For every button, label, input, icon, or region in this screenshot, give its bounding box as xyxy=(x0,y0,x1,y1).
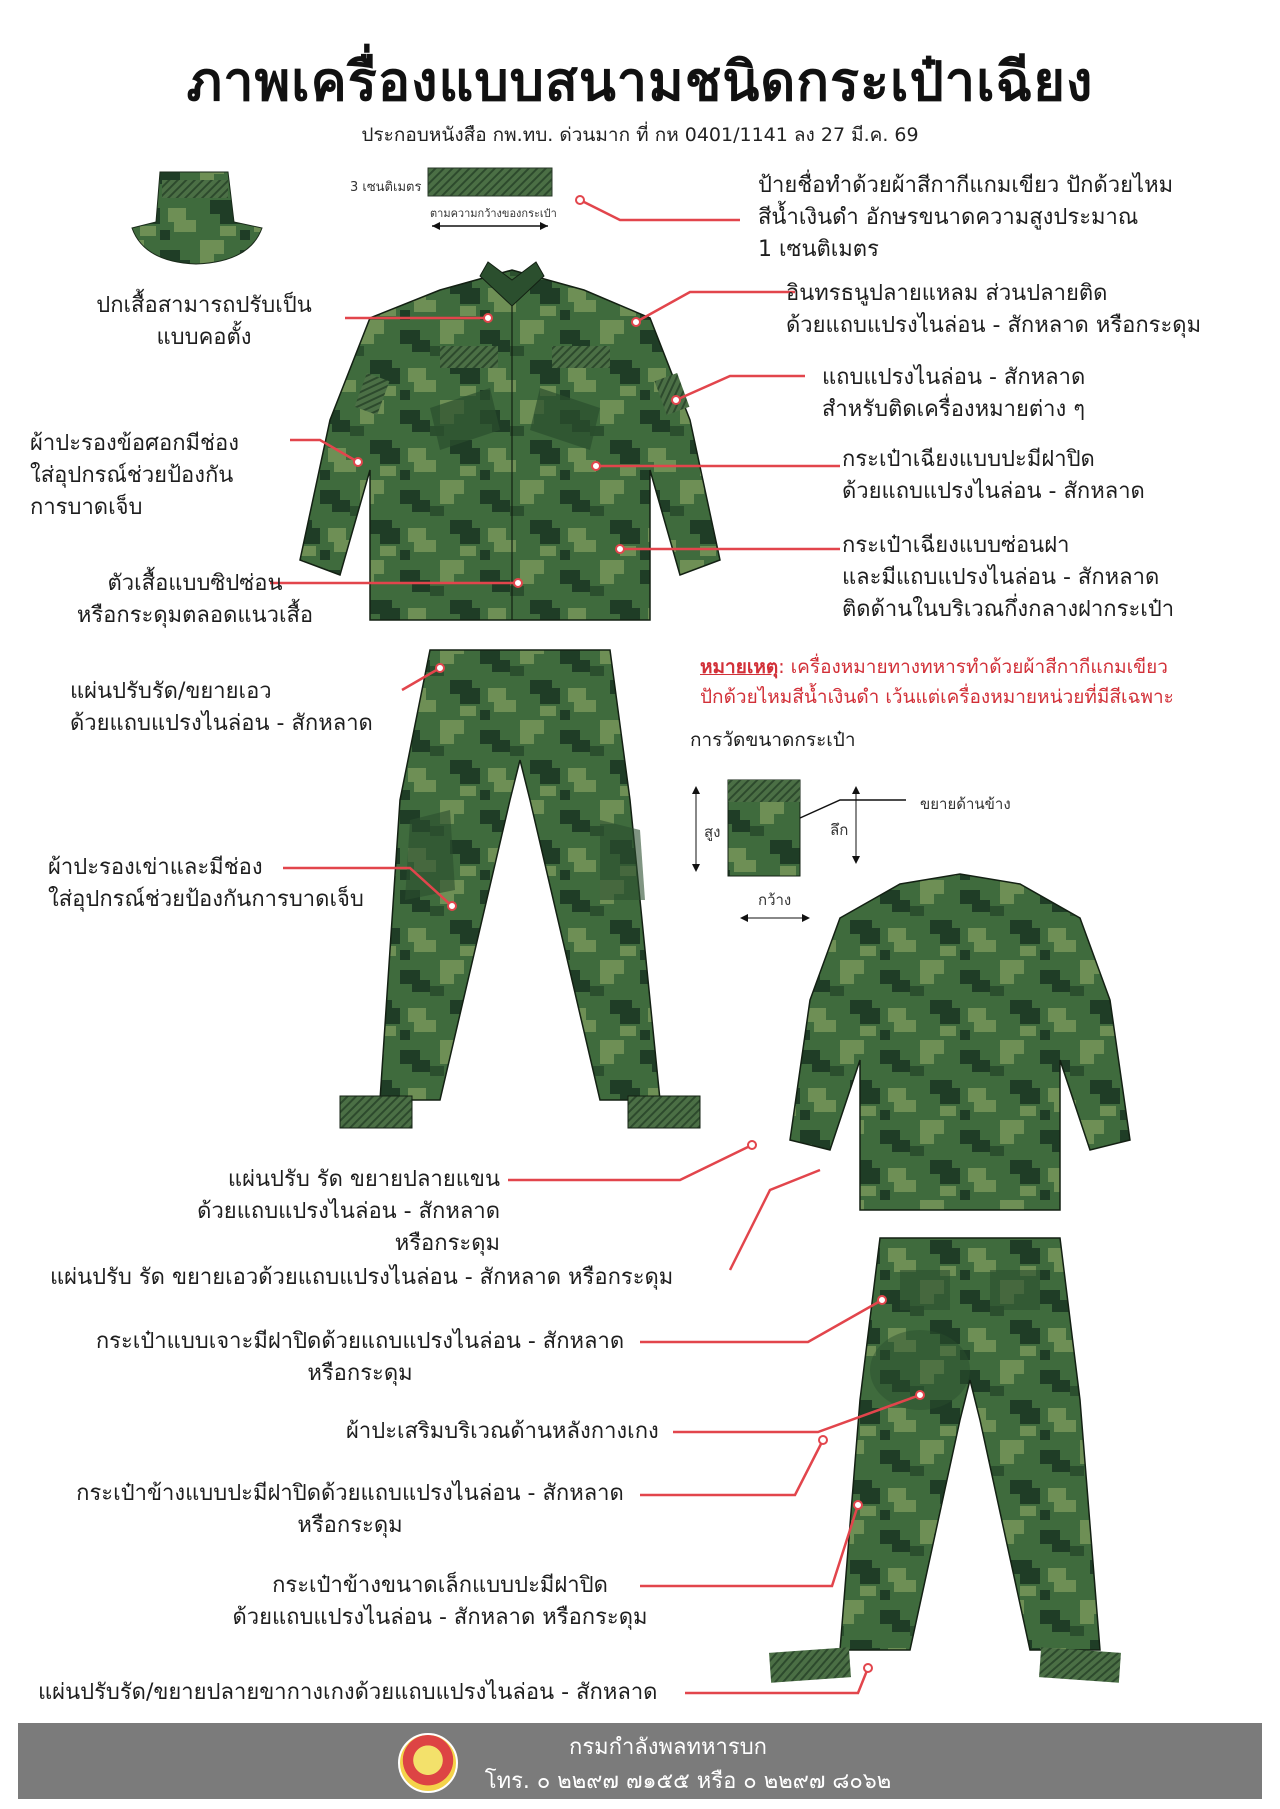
label-back-pocket: กระเป๋าแบบเจาะมีฝาปิดด้วยแถบแปรงไนล่อน - สักหลาด หรือกระดุม xyxy=(95,1329,625,1386)
label-shirt-body: ตัวเสื้อแบบซิปซ่อน หรือกระดุมตลอดแนวเสื้อ xyxy=(76,571,314,628)
nametape-width-label: ตามความกว้างของกระเป๋า xyxy=(430,207,557,220)
page-subtitle: ประกอบหนังสือ กพ.ทบ. ด่วนมาก ที่ กห 0401/1141 ลง 27 มี.ค. 69 xyxy=(361,124,919,146)
label-waist-adjust: แผ่นปรับรัด/ขยายเอว ด้วยแถบแปรงไนล่อน - สักหลาด xyxy=(70,679,373,736)
label-small-side-pocket: กระเป๋าข้างขนาดเล็กแบบปะมีฝาปิด ด้วยแถบแปรงไนล่อน - สักหลาด หรือกระดุม xyxy=(232,1573,648,1630)
pocket-expand-label: ขยายด้านข้าง xyxy=(920,795,1011,813)
label-slant-pocket: กระเป๋าเฉียงแบบปะมีฝาปิด ด้วยแถบแปรงไนล่อน - สักหลาด xyxy=(842,447,1145,504)
army-seal-icon xyxy=(398,1733,458,1793)
footer-phone: โทร. ๐ ๒๒๙๗ ๗๑๕๕ หรือ ๐ ๒๒๙๗ ๘๐๖๒ xyxy=(484,1769,892,1794)
label-leg-cuff: แผ่นปรับรัด/ขยายปลายขากางเกงด้วยแถบแปรงไนล่อน - สักหลาด xyxy=(38,1680,658,1705)
footer-org: กรมกำลังพลทหารบก xyxy=(569,1735,767,1760)
front-pants-illustration xyxy=(340,650,700,1128)
label-epaulette: อินทรธนูปลายแหลม ส่วนปลายติด ด้วยแถบแปรงไนล่อน - สักหลาด หรือกระดุม xyxy=(786,281,1202,338)
label-seat-patch: ผ้าปะเสริมบริเวณด้านหลังกางเกง xyxy=(346,1419,659,1444)
back-pants-illustration xyxy=(769,1238,1121,1683)
front-shirt-illustration xyxy=(300,262,720,620)
label-hidden-pocket: กระเป๋าเฉียงแบบซ่อนฝา และมีแถบแปรงไนล่อน - สักหลาด ติดด้านในบริเวณกึ่งกลางฝากระเป๋า xyxy=(842,533,1175,622)
collar-illustration xyxy=(132,172,262,264)
pocket-measure-title: การวัดขนาดกระเป๋า xyxy=(690,729,856,751)
pocket-width-label: กว้าง xyxy=(758,891,792,909)
note-block: หมายเหตุ: เครื่องหมายทางทหารทำด้วยผ้าสีกากีแกมเขียว ปักด้วยไหมสีน้ำเงินดำ เว้นแต่เครื่องหมายหน่วยที่มีสีเฉพาะ xyxy=(700,656,1174,708)
label-sleeve-cuff: แผ่นปรับ รัด ขยายปลายแขน ด้วยแถบแปรงไนล่อน - สักหลาด หรือกระดุม xyxy=(197,1167,500,1256)
label-side-pocket: กระเป๋าข้างแบบปะมีฝาปิดด้วยแถบแปรงไนล่อน - สักหลาด หรือกระดุม xyxy=(76,1481,624,1538)
label-knee-patch: ผ้าปะรองเข่าและมีช่อง ใส่อุปกรณ์ช่วยป้องกันการบาดเจ็บ xyxy=(48,855,364,912)
label-nametape: ป้ายชื่อทำด้วยผ้าสีกากีแกมเขียว ปักด้วยไหม สีน้ำเงินดำ อักษรขนาดความสูงประมาณ 1 เซนติเมตร xyxy=(758,173,1174,262)
label-velcro-band: แถบแปรงไนล่อน - สักหลาด สำหรับติดเครื่องหมายต่าง ๆ xyxy=(822,365,1086,422)
label-waist-button: แผ่นปรับ รัด ขยายเอวด้วยแถบแปรงไนล่อน - สักหลาด หรือกระดุม xyxy=(50,1265,674,1290)
page-title: ภาพเครื่องแบบสนามชนิดกระเป๋าเฉียง xyxy=(186,50,1094,113)
label-collar: ปกเสื้อสามารถปรับเป็น แบบคอตั้ง xyxy=(96,293,312,350)
note-head: หมายเหตุ xyxy=(700,656,779,678)
nametape-height-label: 3 เซนติเมตร xyxy=(350,180,422,195)
pocket-depth-label: ลึก xyxy=(830,821,849,839)
label-elbow-patch: ผ้าปะรองข้อศอกมีช่อง ใส่อุปกรณ์ช่วยป้องกัน การบาดเจ็บ xyxy=(30,431,239,520)
pocket-height-label: สูง xyxy=(704,823,721,841)
back-shirt-illustration xyxy=(790,874,1130,1210)
footer-bar xyxy=(18,1723,1262,1799)
